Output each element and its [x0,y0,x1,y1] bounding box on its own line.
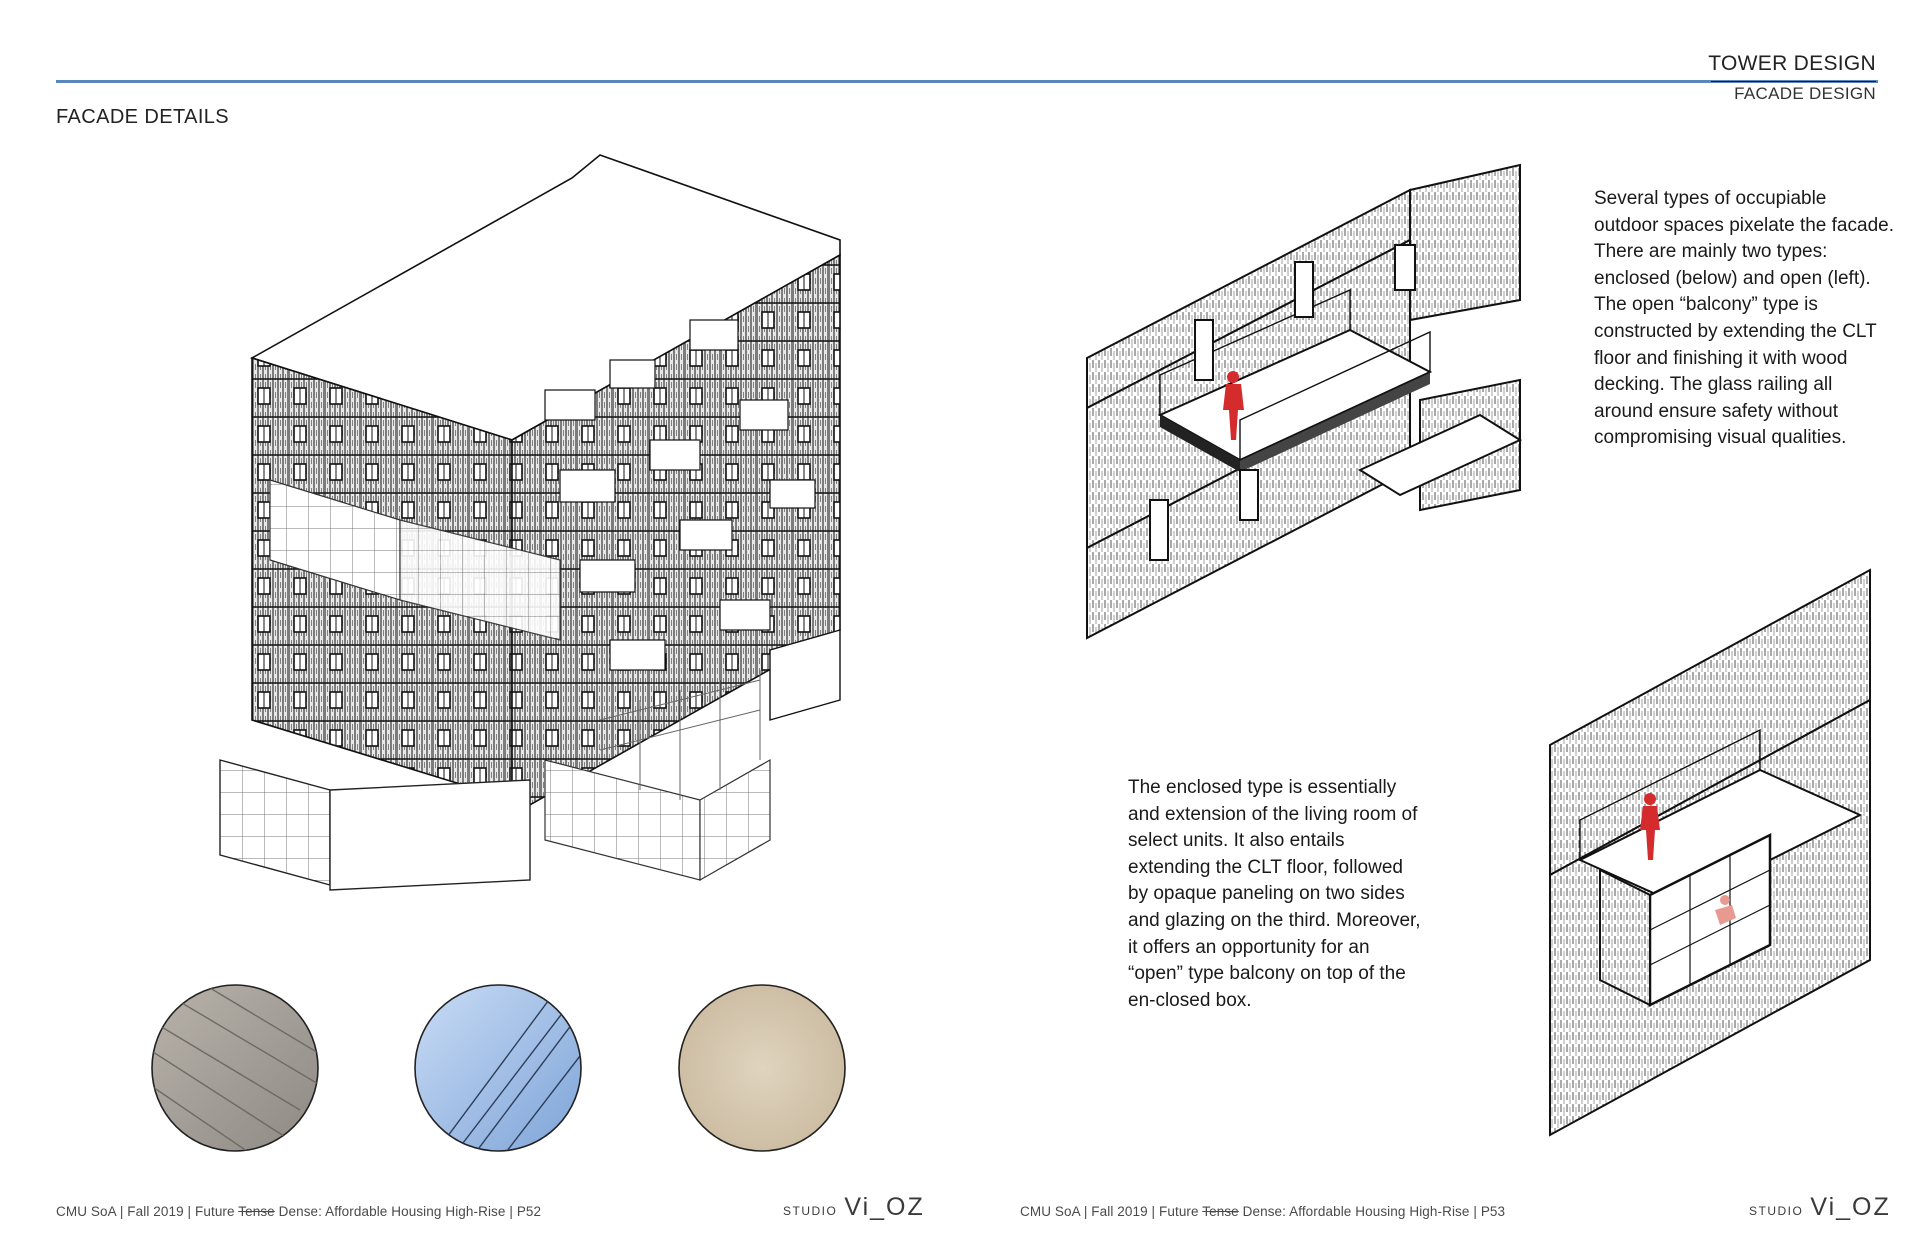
header-rule [56,80,1878,83]
stone-swatch-icon [679,985,845,1151]
studio-logo-left [783,1193,925,1222]
logo-big-text: Vi_OZ [844,1193,925,1221]
footer-left-strike: Tense [238,1204,275,1219]
footer-right-pre: CMU SoA | Fall 2019 | Future [1020,1204,1203,1219]
footer-left-pre: CMU SoA | Fall 2019 | Future [56,1204,239,1219]
person-figure-icon [1640,793,1660,860]
enclosed-type-description: The enclosed type is essentially and extension of the living room of select units. It also entails extending the CLT floor, followed by opaque paneling on two sides and glazing on the third. Moreover, it offers an opportunity for an “open” type balcony on top of the en-closed box. [1128,777,1421,1011]
header-divider [1711,81,1876,82]
open-balcony-description: Several types of occupiable outdoor spaces pixelate the facade. There are mainly two types: enclosed (below) and open (left). The open “balcony” type is constructed by extending the CLT floor and finishing it with wood decking. The glass railing all around ensure safety without compromising visual qualities. [1594,188,1894,449]
footer-right-post: Dense: Affordable Housing High-Rise | P53 [1238,1204,1506,1219]
footer-caption-left [56,1204,541,1219]
studio-logo-right [1749,1193,1891,1222]
section-title: FACADE DETAILS [56,106,230,128]
person-figure-icon [1715,895,1736,925]
glass-swatch-icon [415,985,600,1160]
page-subtitle: FACADE DESIGN [1734,84,1876,103]
logo-small-text: STUDIO [1749,1204,1804,1218]
page-title: TOWER DESIGN [1708,52,1876,75]
footer-caption-right [1020,1204,1505,1219]
footer-right-strike: Tense [1202,1204,1239,1219]
wood-decking-swatch-icon [150,970,330,1160]
logo-small-text: STUDIO [783,1204,838,1218]
logo-big-text: Vi_OZ [1810,1193,1891,1221]
person-figure-icon [1223,371,1244,440]
footer-left-post: Dense: Affordable Housing High-Rise | P52 [274,1204,542,1219]
